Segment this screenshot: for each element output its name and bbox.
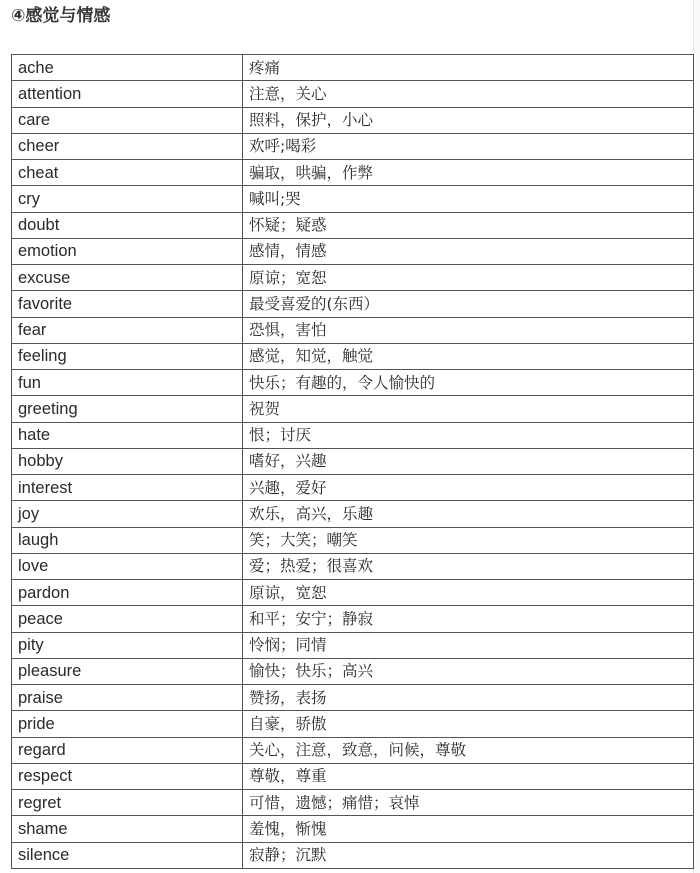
english-word: emotion bbox=[12, 238, 243, 264]
chinese-meaning: 欢呼;喝彩 bbox=[243, 133, 694, 159]
english-word: pleasure bbox=[12, 658, 243, 684]
chinese-meaning: 祝贺 bbox=[243, 396, 694, 422]
english-word: excuse bbox=[12, 265, 243, 291]
english-word: feeling bbox=[12, 343, 243, 369]
english-word: peace bbox=[12, 606, 243, 632]
table-row bbox=[12, 685, 694, 711]
english-word: laugh bbox=[12, 527, 243, 553]
english-word: hobby bbox=[12, 448, 243, 474]
chinese-meaning: 赞扬，表扬 bbox=[243, 685, 694, 711]
english-word: cry bbox=[12, 186, 243, 212]
table-row bbox=[12, 317, 694, 343]
chinese-meaning: 恨；讨厌 bbox=[243, 422, 694, 448]
chinese-meaning: 怀疑；疑惑 bbox=[243, 212, 694, 238]
chinese-meaning: 自豪，骄傲 bbox=[243, 711, 694, 737]
section-title: ④感觉与情感 bbox=[11, 6, 111, 26]
chinese-meaning: 羞愧，惭愧 bbox=[243, 816, 694, 842]
english-word: fear bbox=[12, 317, 243, 343]
table-row bbox=[12, 580, 694, 606]
english-word: cheat bbox=[12, 160, 243, 186]
chinese-meaning: 嗜好，兴趣 bbox=[243, 448, 694, 474]
chinese-meaning: 恐惧，害怕 bbox=[243, 317, 694, 343]
table-row bbox=[12, 553, 694, 579]
english-word: shame bbox=[12, 816, 243, 842]
scrollbar-track[interactable] bbox=[693, 0, 700, 873]
table-row bbox=[12, 711, 694, 737]
english-word: fun bbox=[12, 370, 243, 396]
chinese-meaning: 骗取，哄骗，作弊 bbox=[243, 160, 694, 186]
english-word: cheer bbox=[12, 133, 243, 159]
english-word: pardon bbox=[12, 580, 243, 606]
chinese-meaning: 原谅，宽恕 bbox=[243, 580, 694, 606]
table-row bbox=[12, 133, 694, 159]
english-word: hate bbox=[12, 422, 243, 448]
chinese-meaning: 感情，情感 bbox=[243, 238, 694, 264]
table-row bbox=[12, 790, 694, 816]
english-word: regret bbox=[12, 790, 243, 816]
english-word: favorite bbox=[12, 291, 243, 317]
english-word: care bbox=[12, 107, 243, 133]
english-word: praise bbox=[12, 685, 243, 711]
chinese-meaning: 快乐；有趣的，令人愉快的 bbox=[243, 370, 694, 396]
table-row bbox=[12, 55, 694, 81]
english-word: love bbox=[12, 553, 243, 579]
chinese-meaning: 笑；大笑；嘲笑 bbox=[243, 527, 694, 553]
table-row bbox=[12, 343, 694, 369]
table-row bbox=[12, 501, 694, 527]
english-word: interest bbox=[12, 475, 243, 501]
chinese-meaning: 关心，注意，致意，问候，尊敬 bbox=[243, 737, 694, 763]
english-word: regard bbox=[12, 737, 243, 763]
table-row bbox=[12, 186, 694, 212]
table-row bbox=[12, 396, 694, 422]
vocabulary-table bbox=[11, 54, 694, 869]
chinese-meaning: 怜悯；同情 bbox=[243, 632, 694, 658]
english-word: doubt bbox=[12, 212, 243, 238]
table-row bbox=[12, 370, 694, 396]
chinese-meaning: 可惜，遗憾；痛惜；哀悼 bbox=[243, 790, 694, 816]
table-row bbox=[12, 606, 694, 632]
chinese-meaning: 爱；热爱；很喜欢 bbox=[243, 553, 694, 579]
table-row bbox=[12, 816, 694, 842]
table-row bbox=[12, 160, 694, 186]
table-row bbox=[12, 81, 694, 107]
english-word: silence bbox=[12, 842, 243, 868]
table-row bbox=[12, 658, 694, 684]
english-word: greeting bbox=[12, 396, 243, 422]
table-row bbox=[12, 238, 694, 264]
chinese-meaning: 欢乐，高兴，乐趣 bbox=[243, 501, 694, 527]
chinese-meaning: 照料，保护，小心 bbox=[243, 107, 694, 133]
english-word: ache bbox=[12, 55, 243, 81]
table-row bbox=[12, 842, 694, 868]
english-word: pride bbox=[12, 711, 243, 737]
chinese-meaning: 感觉，知觉，触觉 bbox=[243, 343, 694, 369]
table-row bbox=[12, 737, 694, 763]
english-word: respect bbox=[12, 763, 243, 789]
english-word: joy bbox=[12, 501, 243, 527]
chinese-meaning: 兴趣，爱好 bbox=[243, 475, 694, 501]
table-row bbox=[12, 448, 694, 474]
vocabulary-table-body bbox=[12, 55, 694, 869]
english-word: attention bbox=[12, 81, 243, 107]
chinese-meaning: 原谅；宽恕 bbox=[243, 265, 694, 291]
table-row bbox=[12, 422, 694, 448]
table-row bbox=[12, 527, 694, 553]
chinese-meaning: 喊叫;哭 bbox=[243, 186, 694, 212]
table-row bbox=[12, 763, 694, 789]
table-row bbox=[12, 265, 694, 291]
english-word: pity bbox=[12, 632, 243, 658]
chinese-meaning: 愉快；快乐；高兴 bbox=[243, 658, 694, 684]
chinese-meaning: 尊敬，尊重 bbox=[243, 763, 694, 789]
chinese-meaning: 最受喜爱的(东西） bbox=[243, 291, 694, 317]
table-row bbox=[12, 291, 694, 317]
table-row bbox=[12, 632, 694, 658]
chinese-meaning: 注意，关心 bbox=[243, 81, 694, 107]
chinese-meaning: 寂静；沉默 bbox=[243, 842, 694, 868]
table-row bbox=[12, 107, 694, 133]
table-row bbox=[12, 475, 694, 501]
chinese-meaning: 和平；安宁；静寂 bbox=[243, 606, 694, 632]
chinese-meaning: 疼痛 bbox=[243, 55, 694, 81]
table-row bbox=[12, 212, 694, 238]
